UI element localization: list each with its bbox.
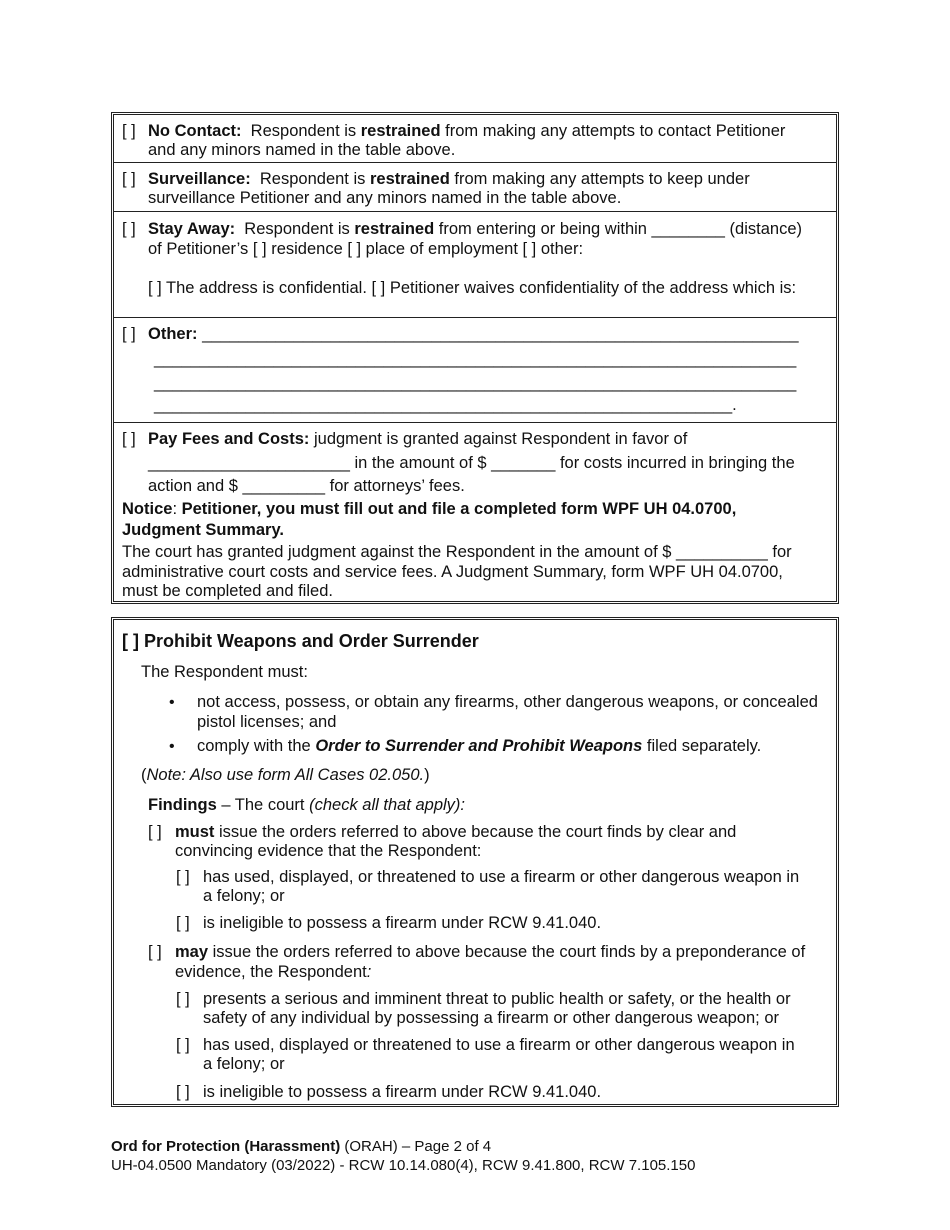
- notice-line2: Judgment Summary.: [122, 521, 284, 539]
- surveillance-line1: Surveillance: Respondent is restrained from making any attempts to keep under: [148, 170, 750, 188]
- court-judgment-line3: must be completed and filed.: [122, 582, 333, 600]
- other-label: Other:: [148, 325, 198, 343]
- bullet-icon: •: [169, 738, 175, 755]
- bullet-icon: •: [169, 694, 175, 711]
- must-item2-line1: is ineligible to possess a firearm under RCW 9.41.040.: [203, 914, 602, 932]
- pay-fees-line1: Pay Fees and Costs: judgment is granted against Respondent in favor of: [148, 430, 688, 448]
- may-item1-checkbox[interactable]: [ ]: [176, 990, 190, 1008]
- no-contact-checkbox[interactable]: [ ]: [122, 122, 136, 140]
- surveillance-label: Surveillance:: [148, 170, 251, 188]
- bullet2-line: comply with the Order to Surrender and Prohibit Weapons filed separately.: [197, 737, 762, 755]
- may-line2: evidence, the Respondent:: [175, 963, 372, 981]
- footer-form-id: UH-04.0500 Mandatory (03/2022) - RCW 10.14.080(4), RCW 9.41.800, RCW 7.105.150: [111, 1157, 696, 1174]
- stay-away-checkbox[interactable]: [ ]: [122, 220, 136, 238]
- pay-fees-row: [114, 422, 836, 601]
- surveillance-row: [114, 162, 836, 212]
- must-item1-checkbox[interactable]: [ ]: [176, 868, 190, 886]
- no-contact-row: [114, 115, 836, 162]
- notice-line1: Notice: Petitioner, you must fill out and file a completed form WPF UH 04.0700,: [122, 500, 737, 518]
- stay-away-line1: Stay Away: Respondent is restrained from entering or being within ________ (distance): [148, 220, 802, 238]
- pay-fees-line3: action and $ _________ for attorneys’ fees.: [148, 477, 465, 495]
- may-line1: may issue the orders referred to above because the court finds by a preponderance of: [175, 943, 806, 961]
- note-line: (Note: Also use form All Cases 02.050.): [141, 766, 430, 784]
- stay-away-confidential-line: [ ] The address is confidential. [ ] Petitioner waives confidentiality of the address which is:: [148, 279, 797, 297]
- other-line1: Other: _________________________________________________________________: [148, 325, 799, 343]
- surveillance-checkbox[interactable]: [ ]: [122, 170, 136, 188]
- must-item2-checkbox[interactable]: [ ]: [176, 914, 190, 932]
- stay-away-row: [114, 211, 836, 318]
- pay-fees-line2: ______________________ in the amount of $ _______ for costs incurred in bringing the: [148, 454, 795, 472]
- may-item2-line2: a felony; or: [203, 1055, 285, 1073]
- may-item3-checkbox[interactable]: [ ]: [176, 1083, 190, 1101]
- surveillance-line2: surveillance Petitioner and any minors named in the table above.: [148, 189, 622, 207]
- bullet1-line1: not access, possess, or obtain any firearms, other dangerous weapons, or concealed: [197, 693, 818, 711]
- must-item1-line2: a felony; or: [203, 887, 285, 905]
- pay-fees-label: Pay Fees and Costs:: [148, 430, 310, 448]
- respondent-must-text: The Respondent must:: [141, 663, 308, 681]
- weapons-heading: [ ] Prohibit Weapons and Order Surrender: [122, 631, 479, 651]
- may-item1-line2: safety of any individual by possessing a firearm or other dangerous weapon; or: [203, 1009, 779, 1027]
- other-line3: ______________________________________________________________________: [154, 374, 797, 392]
- weapons-surrender-box: [111, 617, 839, 1107]
- stay-away-label: Stay Away:: [148, 220, 236, 238]
- bullet1-line2: pistol licenses; and: [197, 713, 337, 731]
- must-line1: must issue the orders referred to above because the court finds by clear and: [175, 823, 737, 841]
- weapons-heading-checkbox[interactable]: [ ]: [122, 631, 139, 651]
- may-item2-checkbox[interactable]: [ ]: [176, 1036, 190, 1054]
- no-contact-line1: No Contact: Respondent is restrained from making any attempts to contact Petitioner: [148, 122, 786, 140]
- findings-line: Findings – The court (check all that apply):: [148, 796, 466, 814]
- other-line4: _______________________________________________________________.: [154, 396, 737, 414]
- may-item1-line1: presents a serious and imminent threat to public health or safety, or the health or: [203, 990, 791, 1008]
- must-checkbox[interactable]: [ ]: [148, 823, 162, 841]
- other-row: [114, 317, 836, 423]
- court-judgment-line1: The court has granted judgment against the Respondent in the amount of $ __________ for: [122, 543, 792, 561]
- may-item3-line1: is ineligible to possess a firearm under RCW 9.41.040.: [203, 1083, 602, 1101]
- pay-fees-checkbox[interactable]: [ ]: [122, 430, 136, 448]
- stay-away-line2: of Petitioner’s [ ] residence [ ] place of employment [ ] other:: [148, 240, 584, 258]
- no-contact-line2: and any minors named in the table above.: [148, 141, 456, 159]
- other-line2: ______________________________________________________________________: [154, 350, 797, 368]
- no-contact-label: No Contact:: [148, 122, 242, 140]
- may-checkbox[interactable]: [ ]: [148, 943, 162, 961]
- footer-title: Ord for Protection (Harassment) (ORAH) – Page 2 of 4: [111, 1138, 492, 1155]
- other-checkbox[interactable]: [ ]: [122, 325, 136, 343]
- restraint-provisions-box: [111, 112, 839, 604]
- must-line2: convincing evidence that the Respondent:: [175, 842, 482, 860]
- must-item1-line1: has used, displayed, or threatened to use a firearm or other dangerous weapon in: [203, 868, 800, 886]
- may-item2-line1: has used, displayed or threatened to use a firearm or other dangerous weapon in: [203, 1036, 795, 1054]
- court-judgment-line2: administrative court costs and service fees. A Judgment Summary, form WPF UH 04.0700,: [122, 563, 783, 581]
